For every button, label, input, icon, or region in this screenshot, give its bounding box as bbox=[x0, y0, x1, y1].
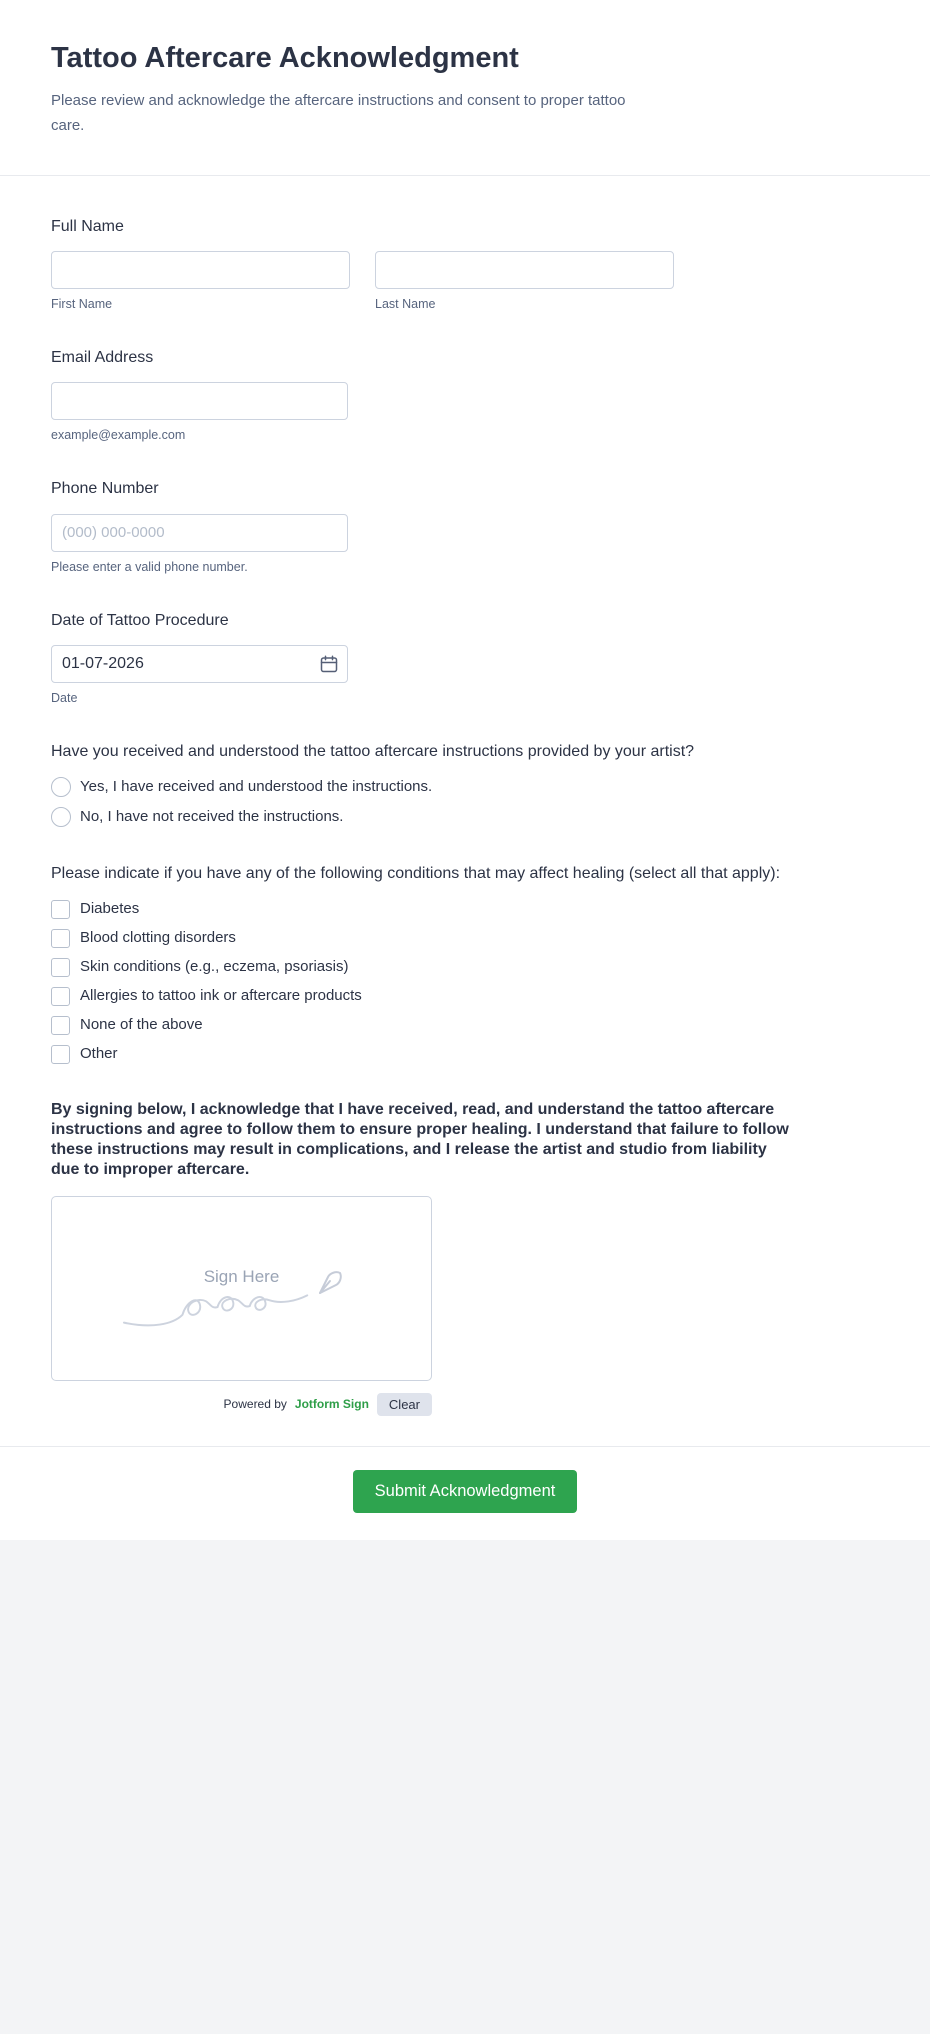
date-label: Date of Tattoo Procedure bbox=[51, 611, 229, 629]
radio-option-no[interactable] bbox=[51, 807, 879, 827]
checkbox-icon bbox=[51, 1045, 70, 1064]
radio-option-yes[interactable] bbox=[51, 777, 879, 797]
checkbox-option-other[interactable] bbox=[51, 1045, 879, 1064]
sign-here-placeholder: Sign Here bbox=[203, 1266, 280, 1286]
received-instructions-question: Have you received and understood the tattoo aftercare instructions provided by your artist? bbox=[51, 743, 695, 761]
form-body bbox=[0, 176, 930, 1416]
name-row bbox=[51, 251, 879, 311]
radio-option-yes-label: Yes, I have received and understood the instructions. bbox=[80, 778, 433, 796]
field-signature bbox=[51, 1100, 879, 1416]
checkbox-option-skin-conditions[interactable] bbox=[51, 958, 879, 977]
radio-option-no-label: No, I have not received the instructions. bbox=[80, 808, 344, 826]
submit-row bbox=[0, 1447, 930, 1540]
pen-icon bbox=[314, 1267, 346, 1299]
calendar-icon[interactable] bbox=[320, 655, 338, 673]
first-name-subfield bbox=[51, 251, 350, 311]
checkbox-option-allergies[interactable] bbox=[51, 987, 879, 1006]
conditions-question: Please indicate if you have any of the following conditions that may affect healing (select all that apply): bbox=[51, 865, 781, 883]
checkbox-icon bbox=[51, 900, 70, 919]
checkbox-icon bbox=[51, 1016, 70, 1035]
phone-label: Phone Number bbox=[51, 480, 159, 498]
checkbox-option-diabetes-label: Diabetes bbox=[80, 900, 140, 918]
powered-by-label: Powered by bbox=[223, 1397, 287, 1412]
date-sublabel: Date bbox=[51, 691, 78, 706]
radio-circle-icon bbox=[51, 807, 71, 827]
form-title: Tattoo Aftercare Acknowledgment bbox=[51, 42, 519, 74]
signature-pad[interactable] bbox=[51, 1196, 432, 1381]
checkbox-option-none[interactable] bbox=[51, 1016, 879, 1035]
signature-squiggle-icon bbox=[122, 1281, 317, 1336]
phone-sublabel: Please enter a valid phone number. bbox=[51, 559, 248, 574]
checkbox-option-blood-clotting-label: Blood clotting disorders bbox=[80, 929, 236, 947]
last-name-sublabel: Last Name bbox=[375, 296, 436, 311]
checkbox-option-diabetes[interactable] bbox=[51, 900, 879, 919]
acknowledgment-text: By signing below, I acknowledge that I have received, read, and understand the tattoo aftercare instructions and agree to follow them to ensure proper healing. I understand that failure to follow these instructions may result in complications, and I release the artist and studio from liability due to improper aftercare. bbox=[51, 1100, 789, 1178]
email-input[interactable] bbox=[51, 382, 348, 420]
jotform-sign-link[interactable]: Jotform Sign bbox=[294, 1397, 369, 1412]
checkbox-option-other-label: Other bbox=[80, 1045, 118, 1063]
full-name-label: Full Name bbox=[51, 217, 124, 235]
field-full-name bbox=[51, 216, 879, 311]
field-date bbox=[51, 610, 879, 705]
email-label: Email Address bbox=[51, 348, 154, 366]
field-conditions bbox=[51, 863, 879, 1063]
date-input[interactable] bbox=[51, 645, 348, 683]
checkbox-option-none-label: None of the above bbox=[80, 1016, 203, 1034]
checkbox-icon bbox=[51, 929, 70, 948]
checkbox-option-blood-clotting[interactable] bbox=[51, 929, 879, 948]
submit-button[interactable]: Submit Acknowledgment bbox=[353, 1470, 578, 1513]
checkbox-icon bbox=[51, 958, 70, 977]
form-header bbox=[0, 0, 930, 176]
field-email bbox=[51, 347, 879, 442]
field-received-instructions bbox=[51, 741, 879, 827]
clear-signature-button[interactable]: Clear bbox=[377, 1393, 432, 1416]
checkbox-icon bbox=[51, 987, 70, 1006]
form-subtitle: Please review and acknowledge the aftercare instructions and consent to proper tattoo care. bbox=[51, 92, 626, 134]
phone-input[interactable] bbox=[51, 514, 348, 552]
last-name-input[interactable] bbox=[375, 251, 674, 289]
email-sublabel: example@example.com bbox=[51, 428, 186, 443]
last-name-subfield bbox=[375, 251, 674, 311]
first-name-sublabel: First Name bbox=[51, 296, 113, 311]
radio-circle-icon bbox=[51, 777, 71, 797]
checkbox-option-skin-conditions-label: Skin conditions (e.g., eczema, psoriasis) bbox=[80, 958, 349, 976]
signature-footer bbox=[51, 1393, 432, 1416]
date-input-wrap bbox=[51, 645, 348, 683]
checkbox-option-allergies-label: Allergies to tattoo ink or aftercare products bbox=[80, 987, 362, 1005]
field-phone bbox=[51, 478, 879, 573]
first-name-input[interactable] bbox=[51, 251, 350, 289]
